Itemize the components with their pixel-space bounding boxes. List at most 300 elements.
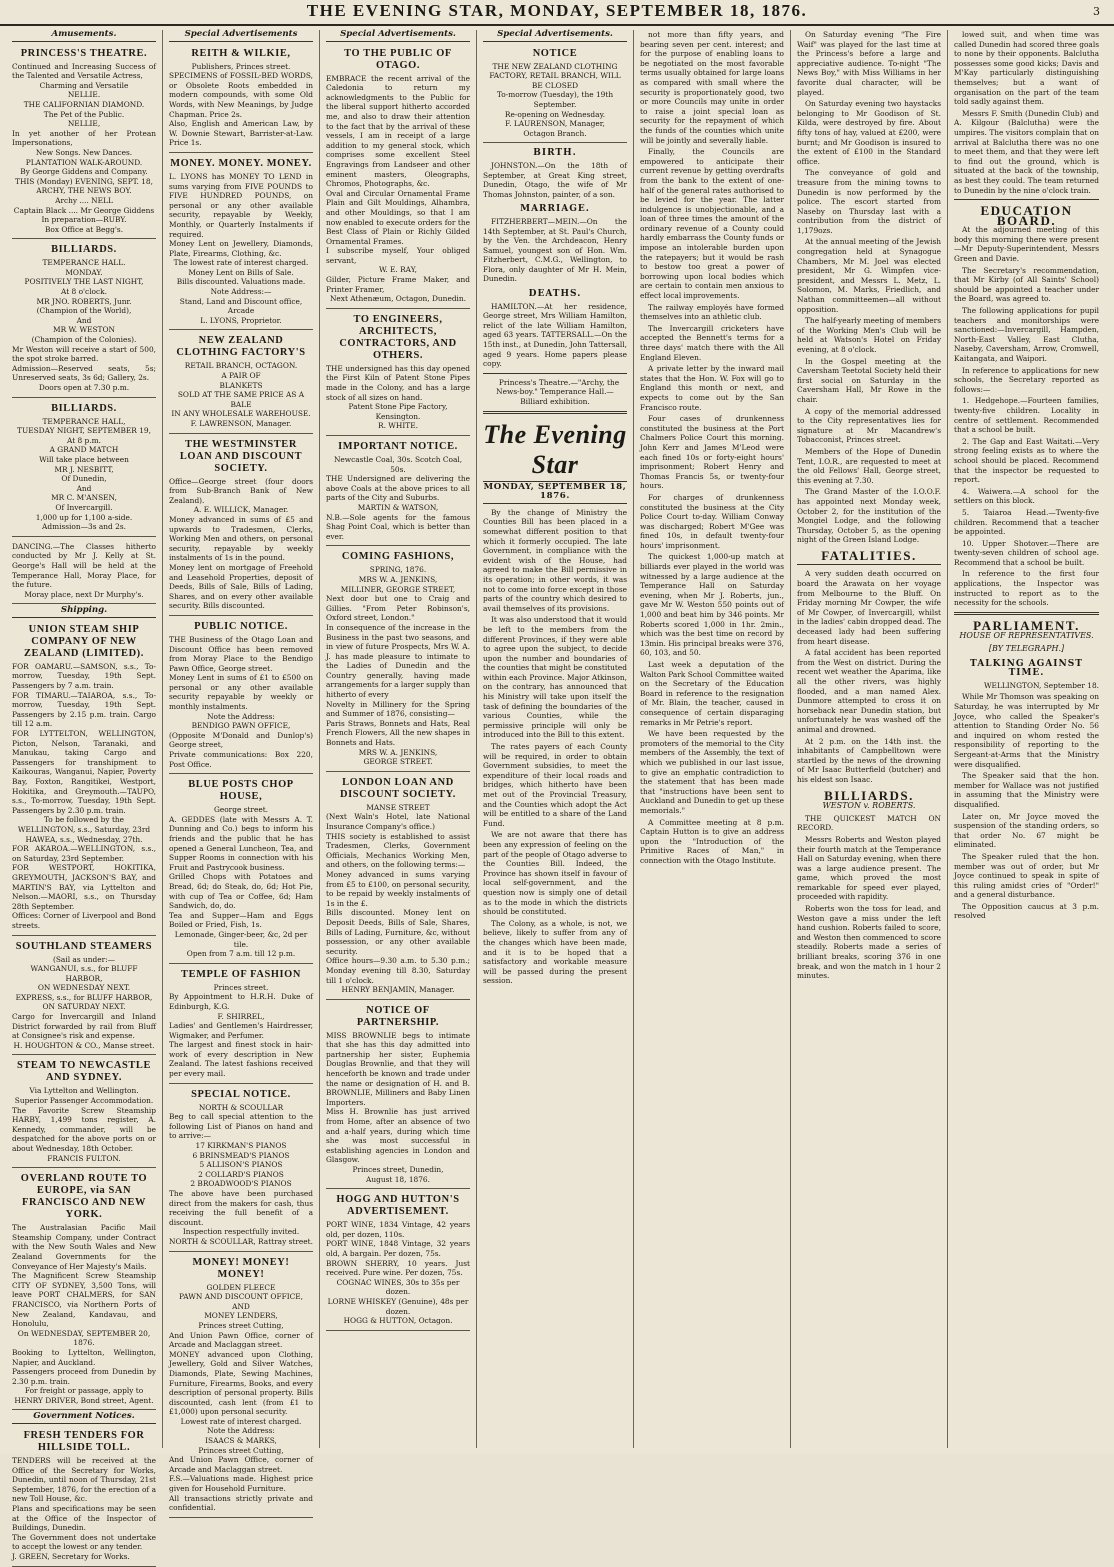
paragraph: 2. The Gap and East Waitati.—Very strong feeling exists as to where the school should be placed. Recommend that the inspector be requested to report. [954, 436, 1099, 485]
ad-line: SOLD AT THE SAME PRICE AS A [177, 390, 305, 400]
paragraph: The rates payers of each County will be required, in order to obtain Government subsidies, to meet the expenditure of their local roads and bridges, which hitherto have been met out of the Provincial Treasury, and the Counties which adopt the Act will be entitled to a share of the Land Fund. [483, 742, 627, 828]
column-2 [163, 29, 320, 1513]
paragraph: A fatal accident has been reported from the West on district. During the recent wet weather the Aparima, like all the other rivers, was highly flooded, and a man named Alex. Dunmore attempted to cross it on horseback near Dunedin station, but unfortunately he was washed off the animal and drowned. [797, 648, 941, 734]
section-head-special: Special Advertisements. [483, 30, 627, 42]
dateline: MONDAY, SEPTEMBER 18, 1876. [483, 481, 627, 504]
ad-title: TO ENGINEERS, ARCHITECTS, CONTRACTORS, AND OTHERS. [339, 313, 457, 361]
ad-line: On WEDNESDAY, SEPTEMBER 20, 1876. [17, 1328, 151, 1348]
column-3 [320, 30, 477, 1448]
ad-line: MILLINER, GEORGE STREET, [340, 584, 456, 594]
ad-line: Tea and Supper—Ham and Eggs Boiled or Fried, Fish, 1s. [169, 910, 313, 930]
parliament-story [954, 692, 1099, 921]
ad-line: THIS society is established to assist Tradesmen, Clerks, Government Officials, Mechanics Working Men, and others, on the following terms:— [326, 831, 470, 870]
special-ads [326, 45, 470, 1331]
ad-line: ON SATURDAY NEXT. [42, 1002, 126, 1012]
ad-line: 1,000 up for 1,100 a-side. [35, 512, 133, 522]
masthead [0, 0, 1114, 26]
advertisement [12, 241, 156, 397]
ad-line: A. E. WILLICK, Manager. [193, 505, 289, 515]
ad-line: ISAACS & MARKS, [205, 1436, 277, 1446]
paragraph: Plans and specifications may be seen at the Office of the Inspector of Buildings, Dunedin. [12, 1504, 156, 1533]
ad-line: H. HOUGHTON & CO., Manse street. [13, 1040, 155, 1050]
ad-title: SPECIAL NOTICE. [191, 1088, 291, 1100]
ad-line: HENRY DRIVER, Bond street, Agent. [14, 1395, 154, 1405]
ad-title: MONEY. MONEY. MONEY. [170, 157, 312, 169]
advertisement [169, 155, 313, 331]
ad-title: PRINCESS'S THEATRE. [20, 47, 148, 59]
ad-line: MONEY advanced upon Clothing, Jewellery, Gold and Silver Watches, Diamonds, Plate, Sewing Machines, Furniture, Firearms, Books, and every description of personal property. Bills discounted, cash lent (from £1 to £1,000) upon personal security. [169, 1349, 313, 1417]
ad-line: 5 ALLISON'S PIANOS [199, 1160, 283, 1170]
section-head-shipping: Shipping. [12, 606, 156, 618]
divider [954, 199, 1099, 200]
birth-head: BIRTH. [533, 148, 577, 159]
ad-line: Charming and Versatile [39, 80, 129, 90]
ad-line: To be followed by the [43, 815, 125, 825]
paragraph: The Colony, as a whole, is not, we believe, likely to suffer from any of the changes which have been made, and it is to be hoped that a satisfactory and workable measure will be passed during the present session. [483, 918, 627, 986]
paragraph: We are not aware that there has been any expression of feeling on the part of the people of Otago adverse to the Counties Bill. Indeed, the Province has shown itself in favour of local self-government, and the question now is simply one of detail as to the mode in which the districts should be constituted. [483, 830, 627, 917]
ad-title: COMING FASHIONS, [341, 551, 455, 563]
ad-line: Open from 7 a.m. till 12 p.m. [186, 949, 296, 959]
ad-line: GOLDEN FLEECE [206, 1282, 276, 1292]
ad-line: DANCING.—The Classes hitherto conducted by Mr J. Kelly at St. George's Hall will be held at the Temperance Hall, Moray Place, for the future. [12, 541, 156, 590]
ad-line: Archy .... NELL [55, 195, 113, 205]
paragraph: A very sudden death occurred on board the Arawata on her voyage from Melbourne to the Bluff. On Friday morning Mr Cowper, the wife of Mr Cowper, of Invercargill, whilst in the ladies' cabin dropped dead. The deceased lady had been suffering from heart disease. [797, 569, 941, 646]
paragraph: A copy of the memorial addressed to the City representatives lies for signature at Mr Macandrew's Tobacconist, Princes street. [797, 406, 941, 445]
ad-line: Money advanced in sums varying from £5 to £100, on personal security, to be repaid by weekly instalments of 1s in the £. [326, 869, 470, 908]
section-head-government: Government Notices. [12, 1412, 156, 1424]
ad-line: Princes street Cutting, [198, 1445, 284, 1455]
ad-line: By Appointment to H.R.H. Duke of Edinburgh, K.G. [169, 992, 313, 1011]
paragraph: Members of the Hope of Dunedin Tent, I.O.R., are requested to meet at the old Fellows' Hall, George street, this evening at 7.30. [797, 446, 941, 485]
closing-notice [483, 45, 627, 144]
marriage-notice: FITZHERBERT—MEIN.—On the 14th September, at St. Paul's Church, by the Ven. the Archdeacon, Henry Samuel, youngest son of Hon. Wm. Fitzherbert, C.M.G., Wellington, to Flora, only daughter of Mr H. Mein, Dunedin. [483, 216, 627, 284]
paragraph: In reference to the first four applications, the Inspector was instructed to report as to the necessity for the schools. [954, 569, 1099, 608]
ad-line: 2 COLLARD'S PIANOS [198, 1169, 284, 1179]
ad-line: George street. [213, 805, 269, 815]
ad-line: F.S.—Valuations made. Highest price given for Household Furniture. [169, 1474, 313, 1494]
paragraph: Octagon Branch. [523, 128, 587, 138]
billiards-subhead: WESTON v. ROBERTS. [822, 801, 916, 811]
ad-line: Superior Passenger Accommodation. [14, 1096, 154, 1106]
special-ads [169, 45, 313, 1518]
paragraph: The Secretary's recommendation, that Mr Kirby (of All Saints' School) should be appointed a teacher under the Board, was agreed to. [954, 265, 1099, 304]
ad-line: SPRING, 1876. [369, 565, 427, 575]
ad-body [483, 62, 627, 139]
ad-line: PAWN AND DISCOUNT OFFICE, [178, 1292, 304, 1302]
ad-line: The largest and finest stock in hair-work of every description in New Zealand. The latest fashions received per every mail. [169, 1040, 313, 1079]
ad-line: In preparation—RUBY. [41, 215, 127, 225]
paragraph: The following applications for pupil teachers and monitorships were sanctioned:—Invercargill, Hampden, North-East Valley, East Clutha, Naseby, Caversham, Arrow, Cromwell, Kaitangata, and Waipori. [954, 306, 1099, 363]
news-paragraphs [797, 30, 941, 545]
ad-line: BALE [230, 399, 252, 409]
ad-line: ARCHY, THE NEWS BOY. [36, 186, 132, 196]
ad-line: Gilder, Picture Frame Maker, and Printer Framer, [326, 275, 470, 294]
ad-line: NELLIE, [67, 119, 101, 129]
ad-line: Note the Address: [207, 711, 275, 721]
advertisement [169, 618, 313, 774]
government-notice [12, 1427, 156, 1567]
ad-line: Grilled Chops with Potatoes and Bread, 6d; do Steak, do, 6d; Hot Pie, with cup of Tea or Coffee, 6d; Ham Sandwich, do, do. [169, 872, 313, 911]
ad-line: Via Lyttelton and Wellington. [29, 1086, 139, 1096]
ad-line: New Songs. New Dances. [35, 147, 133, 157]
deaths-head: DEATHS. [528, 289, 582, 300]
advertisement [12, 1057, 156, 1168]
ad-body [12, 1456, 156, 1562]
ad-line: I subscribe myself, Your obliged servant, [326, 246, 470, 265]
ad-line: WELLINGTON, s.s., Saturday, 23rd [17, 824, 151, 834]
advertisement [326, 438, 470, 546]
advertisement [169, 45, 313, 153]
paragraph: THE QUICKEST MATCH ON RECORD. [797, 813, 941, 833]
ad-line: F. LAWRENSON, Manager. [190, 419, 292, 428]
ad-line: Moray place, next Dr Murphy's. [24, 589, 144, 599]
ad-line: (Champion of the Colonies). [31, 335, 137, 345]
parliament-dateline: WELLINGTON, September 18. [983, 680, 1099, 690]
ad-title: BLUE POSTS CHOP HOUSE, [188, 779, 294, 803]
paragraph: The half-yearly meeting of members of the Working Men's Club will be held at Watson's Hotel on Friday evening, at 8 o'clock. [797, 316, 941, 354]
ad-line: L. LYONS, Proprietor. [200, 315, 282, 325]
ad-line: The Favorite Screw Steamship HARBY, 1,499 tons register, A. Kennedy, commander, will be despatched for the above ports on or about Wednesday, 18th October. [12, 1105, 156, 1153]
ad-line: MRS W. A. JENKINS, [358, 574, 438, 584]
paragraph: A private letter by the inward mail states that the Hon. W. Fox will go to England this month or next, and expects to come out by the San Francisco route. [640, 364, 784, 412]
paragraph: 5. Taiaroa Head.—Twenty-five children. Recommend that a teacher be appointed. [954, 507, 1099, 537]
ad-line: HAWEA, s.s., Wednesday, 27th. [25, 834, 143, 844]
ad-line: MANSE STREET [366, 802, 430, 812]
section-head-special: Special Advertisements. [326, 30, 470, 42]
ad-line: BENDIGO PAWN OFFICE, [191, 721, 291, 731]
ad-line: THIS (Monday) EVENING, SEPT. 18, [15, 176, 153, 186]
ad-line: MR W. WESTON [53, 325, 115, 335]
ad-line: SPECIMENS of FOSSIL-BED WORDS, or Obsolete Roots embedded in modern compounds, with some Old Words, with New Meanings, by Judge Chapman. Price 2s. [169, 71, 313, 119]
ad-line: PORT WINE, 1848 Vintage, 32 years old, A bargain. Per dozen, 75s. [326, 1239, 470, 1258]
ad-line: (Sail as under:— [52, 954, 116, 964]
ad-line: Note the Address: [207, 1426, 275, 1436]
ad-line: L. LYONS has MONEY TO LEND in sums varying from FIVE POUNDS to FIVE HUNDRED POUNDS, on personal or any other available security, repayable by Weekly, Monthly, or Quarterly Instalments if required. [169, 171, 313, 239]
ad-line: In consequence of the increase in the Business in the past two seasons, and in view of future Prospects, Mrs W. A. J. has made pleasure to intimate to the Ladies of Dunedin and the Country generally, having made arrangements for a larger supply than hitherto of every [326, 622, 470, 700]
ad-line: THE Business of the Otago Loan and Discount Office has been removed from Moray Place to the Bendigo Pawn Office, George street. [169, 634, 313, 673]
divider [797, 564, 941, 565]
advertisement [12, 938, 156, 1056]
ad-line: The Australasian Pacific Mail Steamship Company, under Contract with the New South Wales and New Zealand Governments for the Conveyance of Her Majesty's Mails. [12, 1223, 156, 1271]
ad-line: THE Undersigned are delivering the above Coals at the above prices to all parts of the City and Suburbs. [326, 474, 470, 503]
paragraph: Last week a deputation of the Walton Park School Committee waited on the Secretary of the Education Board in reference to the resignation of Mr. Blain, the teacher, caused in consequence of certain disparaging remarks in Mr Petrie's report. [640, 660, 784, 727]
amusements-summary: Princess's Theatre.—"Archy, the News-boy." Temperance Hall.—Billiard exhibition. [496, 377, 620, 406]
ad-title: SOUTHLAND STEAMERS [15, 940, 153, 952]
advertisement [169, 776, 313, 964]
paragraph: While Mr Thomson was speaking on Saturday, he was interrupted by Mr Joyce, who called the Speaker's attention to Standing Order No. 56 and inquired on whom rested the responsibility of reporting to the Sergeant-at-Arms that the Ministry were disqualified. [954, 692, 1099, 769]
ad-line: EXPRESS, s.s., for BLUFF HARBOR, [15, 992, 153, 1002]
ad-line: Money lent on mortgage of Freehold and Leasehold Properties, deposit of Deeds, Bills of Sale, Bills of Lading, Shares, and on every other available security. Bills discounted. [169, 562, 313, 611]
ad-line: Princes street, Dunedin, [352, 1165, 444, 1174]
paragraph: 1. Hedgehope.—Fourteen families, twenty-five children. Locality in centre of settlement. Recommended that a school be built. [954, 396, 1099, 435]
section-head-special: Special Advertisements [169, 30, 313, 42]
advertisement [12, 400, 156, 537]
ad-line: MONEY LENDERS, [204, 1311, 278, 1321]
ad-line: HENRY BENJAMIN, Manager. [341, 985, 455, 995]
ad-line: Money Lent on Bills of Sale. [188, 267, 294, 277]
education-board-story [954, 225, 1099, 608]
parliament-subhead: HOUSE OF REPRESENTATIVES. [959, 631, 1094, 641]
ad-line: Office—George street (four doors from Sub-Branch Bank of New Zealand). [169, 476, 313, 505]
ad-line: Princes street. [213, 982, 269, 992]
ad-line: NELLIE. [67, 90, 101, 100]
ad-line: MR C. M'ANSEN, [51, 493, 117, 503]
paragraph: The conveyance of gold and treasure from the mining towns to Dunedin is now performed by the police. The escort started from Naseby on Thursday last with a contribution from the district of 1,179ozs. [797, 168, 941, 235]
ad-line: NORTH & SCOULLAR [198, 1102, 284, 1112]
column-5 [634, 30, 791, 1448]
ad-line: FRANCIS FULTON. [47, 1153, 121, 1163]
ad-line: ON WEDNESDAY NEXT. [37, 983, 131, 993]
ad-line: IN ANY WHOLESALE WAREHOUSE. [171, 409, 311, 419]
paragraph: By the change of Ministry the Counties Bill has been placed in a somewhat different position to that which it formerly occupied. The late Government, in compliance with the evident wish of the House, had agreed to make the Bill permissive in its operation; in other words, it was not to come into force except in those parts of the country which desired to avail themselves of its provisions. [483, 507, 627, 613]
ad-line: A PAIR OF [221, 371, 261, 381]
ad-line: MARTIN & WATSON, [357, 502, 439, 512]
ad-line: PLANTATION WALK-AROUND. [25, 157, 143, 167]
billiards-head: BILLIARDS. [824, 787, 914, 803]
ad-line: Patent Stone Pipe Factory, Kensington. [348, 402, 448, 421]
ad-line: Stand, Land and Discount office, Arcade [179, 296, 303, 316]
ad-line: Lemonade, Ginger-beer, &c, 2d per tile. [174, 929, 308, 949]
column-1 [6, 29, 163, 1561]
ad-line: Beg to call special attention to the following List of Pianos on hand and to arrive:— [169, 1112, 313, 1141]
ad-line: Of Invercargill. [55, 502, 113, 512]
advertisement [169, 966, 313, 1084]
ad-line: Next Athenæum, Octagon, Dunedin. [329, 294, 467, 304]
ad-line: A GRAND MATCH [49, 445, 119, 455]
advertisement [326, 774, 470, 1000]
paragraph: On Saturday evening two haystacks belonging to Mr Goodison of St. Kilda, were destroyed by fire. About fifty tons of hay, valued at £200, were burnt; and Mr Goodison is insured to the extent of £100 in the Standard office. [797, 99, 941, 166]
fatalities-story [797, 569, 941, 784]
ad-line: POSITIVELY THE LAST NIGHT, [24, 277, 144, 287]
ad-line: WANGANUI, s.s., for BLUFF HARBOR, [30, 964, 138, 983]
ad-line: MISS BROWNLIE begs to intimate that she has this day admitted into partnership her sister, Euphemia Douglas Brownlie, and that they will henceforth be known and trade under the name or designation of H. and B. BROWNLIE, Milliners and Baby Linen Importers. [326, 1030, 470, 1107]
ad-line: W. E. RAY, [379, 265, 417, 275]
fatalities-head: FATALITIES. [821, 547, 917, 563]
paragraph: The Speaker said that the hon. member for Wallace was not justified in assuming that the Ministry were disqualified. [954, 771, 1099, 809]
paragraph: We have been requested by the promoters of the memorial to the City members of the Assembly, the text of which we published in our last issue, to give an emphatic contradiction to the statement that has been made that "instructions have been sent to Auckland and Dunedin to get up these memorials." [640, 729, 784, 815]
ad-line: RETAIL BRANCH, OCTAGON. [184, 361, 298, 371]
advertisement [326, 1191, 470, 1331]
ad-line: PORT WINE, 1834 Vintage, 42 years old, per dozen, 110s. [326, 1220, 470, 1239]
ad-line: Bills discounted. Valuations made. [176, 277, 306, 287]
ad-line: THE CALIFORNIAN DIAMOND. [23, 99, 145, 109]
ad-line: The lowest rate of interest charged. [173, 258, 309, 268]
ad-title: OVERLAND ROUTE TO EUROPE, via SAN FRANCISCO AND NEW YORK. [20, 1173, 148, 1221]
ad-title: UNION STEAM SHIP COMPANY OF NEW ZEALAND (LIMITED). [24, 623, 144, 659]
ad-line: TEMPERANCE HALL, [42, 416, 126, 426]
ad-line: FOR TIMARU.—TAIAROA, s.s., To-morrow, Tuesday, 19th Sept. Passengers by 2.15 p.m. train. Cargo till 12 a.m. [12, 690, 156, 729]
ad-line: Oval and Circular Ornamental Frame Plain and Gilt Mouldings, Alhambra, and other Mouldings, so that I am now enabled to execute orders for the Best Class of Plain or Richly Gilded Ornamental Frames. [326, 188, 470, 246]
paragraph: A Committee meeting at 8 p.m. Captain Hutton is to give an address upon the "Introduction of the Primitive Races of Man," in connection with the Otago Institute. [640, 817, 784, 865]
paragraph: THE NEW ZEALAND CLOTHING FACTORY, RETAIL BRANCH, WILL BE CLOSED [489, 61, 621, 90]
paragraph: 10. Upper Shotover.—There are twenty-seven children of school age. Recommend that a school be built. [954, 538, 1099, 567]
parliament-head: PARLIAMENT. [973, 617, 1080, 633]
ad-line: 6 BRINSMEAD'S PIANOS [192, 1150, 290, 1160]
ad-line: 2 BROADWOOD'S PIANOS [190, 1179, 292, 1189]
paragraph: The railway employés have formed themselves into an athletic club. [640, 302, 784, 322]
ad-line: MR J. NESBITT, [54, 464, 114, 474]
ad-title: NOTICE [532, 47, 578, 59]
paragraph: not more than fifty years, and bearing seven per cent. interest; and for the purpose of enabling loans to be negotiated on the most favorable terms usually obtained for large loans as compared with small where the security is proportionately good, two or more Councils may unite in order to raise a joint special loan as security for the repayment of which the funds of the counties which unite will be jointly and severally liable. [640, 30, 784, 145]
divider [483, 373, 627, 374]
ad-title: STEAM TO NEWCASTLE AND SYDNEY. [17, 1060, 151, 1084]
advertisement [169, 436, 313, 616]
ad-line: Note Address:— [210, 287, 272, 297]
ad-title: TO THE PUBLIC OF OTAGO. [344, 47, 452, 71]
paragraph: Messrs F. Smith (Dunedin Club) and A. Kilgour (Balclutha) were the umpires. The visitors complain that on arrival at Balclutha there was no one to meet them, and that they were left to find out the ground, which is situated at the back of the township, as best they could. The team returned to Dunedin by the nine o'clock train. [954, 108, 1099, 195]
paragraph: TENDERS will be received at the Office of the Secretary for Works, Dunedin, until noon of Thursday, 21st September, 1876, for the erection of a new Toll House, &c. [12, 1456, 156, 1504]
ad-line: And [76, 483, 92, 493]
ad-line: (Next Waln's Hotel, late National Insurance Company's office.) [326, 812, 470, 831]
ad-line: Money advanced in sums of £5 and upwards to Tradesmen, Clerks, Working Men and others, on personal security, repayable by weekly instalments of 1s in the pound. [169, 514, 313, 563]
ad-line: Private communications: Box 220, Post Office. [169, 750, 313, 769]
ad-line: The Magnificent Screw Steamship CITY OF SYDNEY, 3,500 Tons, will leave PORT CHALMERS, for SAN FRANCISCO, via Northern Ports of New Zealand, Kandavau, and Honolulu, [12, 1271, 156, 1329]
column-7 [948, 30, 1105, 1448]
paragraph: Re-opening on Wednesday. [504, 109, 606, 119]
ad-line: Paris Straws, Bonnets and Hats, Real French Flowers, All the new shapes in Bonnets and Hats. [326, 718, 470, 748]
ad-line: Newcastle Coal, 30s. Scotch Coal, 50s. [333, 455, 463, 474]
advertisement [12, 45, 156, 240]
ad-line: Offices: Corner of Liverpool and Bond streets. [12, 911, 156, 930]
billiards-story [797, 814, 941, 981]
ad-line: EMBRACE the recent arrival of the Caledonia to return my acknowledgments to the Public for the liberal support hitherto accorded me, and also to draw their attention to the fact that by the arrival of these vessels, I am in receipt of a large addition to my general stock, which comprises some excellent Steel Engravings from Landseer and other eminent masters, Oleographs, Chromos, Photographs, &c. [326, 73, 470, 189]
ad-line: And [76, 315, 92, 325]
ad-title: HOGG AND HUTTON'S ADVERTISEMENT. [336, 1194, 460, 1218]
paragraph: J. GREEN, Secretary for Works. [12, 1552, 130, 1561]
ad-line: LORNE WHISKEY (Genuine), 48s per dozen. [327, 1296, 469, 1316]
paragraph: F. LAURENSON, Manager, [505, 119, 605, 129]
amusement-ads [12, 45, 156, 605]
advertisement [169, 1086, 313, 1252]
ad-line: FOR AKAROA.—WELLINGTON, s.s., on Saturday, 23rd September. [12, 844, 156, 863]
page-number: 3 [1093, 5, 1100, 18]
ad-line: R. WHITE. [378, 421, 418, 431]
paragraph: The quickest 1,000-up match at billiards ever played in the world was witnessed by a large audience at the Temperance Hall on Saturday evening, when Mr J. Roberts, jun., gave Mr W. Weston 550 points out of 1,000 and beat him by 346 points. Mr Roberts scored 1,000 in 1hr. 2min., which was the best time on record by 13min. His principal breaks were 376, 60, 103, and 50. [640, 552, 785, 658]
ad-title: NEW ZEALAND CLOTHING FACTORY'S [176, 335, 306, 359]
ad-line: A. GEDDES (late with Messrs A. T. Dunning and Co.) begs to inform his friends and the public that he has opened a General Luncheon, Tea, and Supper Rooms in connection with his Fruit and Pastrycook business. [169, 814, 313, 872]
advertisement [326, 311, 470, 436]
ad-line: Money Lent on Jewellery, Diamonds, Plate, Firearms, Clothing, &c. [169, 239, 313, 258]
advertisement [12, 1170, 156, 1410]
newspaper-nameplate: The Evening Star [483, 419, 627, 479]
ad-line: THE undersigned has this day opened the First Kiln of Patent Stone Pipes made in the Colony, and has a large stock of all sizes on hand. [326, 363, 470, 402]
parliament-topic: TALKING AGAINST TIME. [970, 658, 1083, 679]
advertisement [169, 1254, 313, 1518]
advertisement [326, 548, 470, 771]
ad-title: BILLIARDS. [51, 244, 117, 256]
paragraph: The Invercargill cricketers have accepted the Bennett's terms for a three days' match there with the All England Eleven. [640, 323, 784, 362]
ad-line: Novelty in Millinery for the Spring and Summer of 1876, consisting— [326, 699, 470, 719]
ad-line: 17 KIRKMAN'S PIANOS [195, 1141, 287, 1151]
ad-line: Continued and Increasing Success of the Talented and Versatile Actress, [12, 61, 156, 81]
ad-title: PUBLIC NOTICE. [194, 620, 288, 632]
paragraph: In the Gospel meeting at the Caversham Teetotal Society held their first social on Saturday in the Caversham Hall, Mr Rowe in the chair. [797, 356, 941, 404]
column-6 [791, 30, 948, 1448]
ad-line: And Union Pawn Office, corner of Arcade and Maclaggan street. [169, 1455, 313, 1474]
ad-title: LONDON LOAN AND DISCOUNT SOCIETY. [340, 776, 456, 800]
deaths-notice: HAMILTON.—At her residence, George street, Mrs William Hamilton, relict of the late William Hamilton, aged 63 years. TATTERSALL.—On the 15th inst., at Dunedin, John Tattersall, aged 9 years. Home papers please copy. [483, 301, 627, 369]
paragraph: At the annual meeting of the Jewish congregation held at Synagogue Chambers, Mr M. Joel was elected president, Mr G. Wimpfen vice-president, and Messrs L. Metz, L. Solomon, M. Marks, Friedlich, and Nathan committeemen—all without opposition. [797, 237, 941, 314]
ad-line: FOR OAMARU.—SAMSON, s.s., To-morrow, Tuesday, 19th Sept. Passengers by 7 a.m. train. [12, 661, 156, 691]
leading-article [483, 508, 627, 986]
ad-line: Money Lent in sums of £1 to £500 on personal or any other available security repayable by weekly or monthly instalments. [169, 673, 313, 712]
paragraph: On Saturday evening "The Fire Waif" was played for the last time at the Princess's before a large and appreciative audience. To-night "The News Boy," with Miss Williams in her favorite dual character, will be played. [797, 30, 941, 97]
ad-line: HOGG & HUTTON, Octagon. [343, 1316, 453, 1326]
ad-line: Office hours—9.30 a.m. to 5.30 p.m.; Monday evening till 8.30, Saturday till 1 o'clock. [326, 956, 470, 985]
ad-line: TEMPERANCE HALL. [42, 258, 126, 268]
ad-line: Ladies' and Gentlemen's Hairdresser, Wigmaker, and Perfumer. [169, 1021, 313, 1040]
paragraph: The Government does not undertake to accept the lowest or any tender. [12, 1532, 156, 1552]
ad-line: August 18, 1876. [366, 1174, 430, 1184]
advertisement [326, 45, 470, 309]
ad-line: Bills discounted. Money lent on Deposit Deeds, Bills of Sale, Shares, Bills of Lading, Furniture, &c, without possession, or any other available security. [326, 908, 470, 956]
paragraph: The Opposition caucus at 3 p.m. resolved [954, 901, 1099, 921]
ad-line: COGNAC WINES, 30s to 35s per dozen. [336, 1277, 460, 1297]
education-board-head: EDUCATION BOARD. [980, 203, 1073, 228]
ad-line: Publishers, Princes street. [191, 61, 291, 71]
ad-line: MRS W. A. JENKINS, [358, 747, 438, 757]
paragraph: For charges of drunkenness constituted the business at the City Police Court to-day. William Conway was discharged; Robert M'Gee was fined 10s, in default twenty-four hours' imprisonment. [640, 492, 784, 550]
news-paragraphs [640, 30, 784, 865]
paragraph: At the adjourned meeting of this body this morning there were present—Mr Deputy-Superintendent, Messrs Green and Davie. [954, 225, 1099, 264]
paragraph: It was also understood that it would be left to the members from the different Provinces, if they were able to agree upon the subject, to decide upon the number and boundaries of the counties that might be constituted within each Province. Major Atkinson, on the contrary, has announced that his Ministry will take upon itself the task of defining the boundaries of the various Counties, while the permissive principle will only be introduced into the Bill to this extent. [483, 615, 627, 740]
paragraph: At 2 p.m. on the 14th inst. the inhabitants of Campbelltown were startled by the news of the drowning of Mr Isaac Butterfield (butcher) and his eldest son Isaac. [797, 736, 941, 784]
advertisement [12, 621, 156, 936]
ad-line: MONDAY. [65, 267, 103, 277]
ad-line: N.B.—Sole agents for the famous Shag Point Coal, which is better than ever. [326, 512, 470, 541]
ad-line: Admission—Reserved seats, 5s; Unreserved seats, 3s 6d; Gallery, 2s. [12, 363, 156, 383]
ad-line: TUESDAY NIGHT, SEPTEMBER 19, [17, 426, 151, 436]
ad-line: (Champion of the World), [36, 306, 132, 316]
ad-line: All transactions strictly private and confidential. [169, 1493, 313, 1513]
ad-line: NORTH & SCOULLAR, Rattray street. [169, 1236, 313, 1246]
masthead-title: THE EVENING STAR, MONDAY, SEPTEMBER 18, 1876. [306, 1, 808, 20]
ad-line: Will take place between [39, 454, 129, 464]
ad-line: Cargo for Invercargill and Inland District forwarded by rail from Bluff at Consignee's risk and expense. [12, 1012, 156, 1041]
football-story [954, 30, 1099, 195]
ad-line: Passengers proceed from Dunedin by 2.30 p.m. train. [12, 1367, 156, 1386]
divider [483, 411, 627, 414]
divider [954, 612, 1099, 615]
ad-title: BILLIARDS. [51, 402, 117, 414]
shipping-ads [12, 621, 156, 1411]
ad-line: Box Office at Begg's. [44, 224, 124, 234]
telegraph-label: [BY TELEGRAPH.] [988, 644, 1065, 654]
ad-line: At 8 p.m. [66, 435, 101, 445]
ad-line: Also, English and American Law, by W. Downie Stewart, Barrister-at-Law. Price 1s. [169, 119, 313, 148]
advertisement [169, 332, 313, 433]
paragraph: The Speaker ruled that the hon. member was out of order, but Mr Joyce continued to speak in spite of this ruling amidst cries of "Order!" and a general disturbance. [954, 851, 1099, 900]
ad-line: (Opposite M'Donald and Dunlop's) George street, [169, 730, 313, 750]
paragraph: The Grand Master of the I.O.O.F. has appointed next Monday week, October 2, for the institution of the Mongiel Lodge, and the following Thursday, October 5, as the opening night of the Green Island Lodge. [797, 487, 941, 545]
paragraph: Finally, the Councils are empowered to anticipate their current revenue by getting overdrafts from the bank to the extent of one-half of the general rates authorised to be levied for the year. The latter indulgence is unobjectionable, and a loan of three times the amount of the ordinary revenue of a County could hardly embarrass the County funds or impose an intolerable burden upon the ratepayers; but it would be rash to bestow too great a power of borrowing upon local bodies which are certain to contain men anxious to effect local improvements. [640, 147, 784, 301]
ad-line: Princes street Cutting, [198, 1320, 284, 1330]
ad-line: At 8 o'clock. [61, 287, 107, 297]
advertisement [12, 539, 156, 605]
ad-title: FRESH TENDERS FOR HILLSIDE TOLL. [23, 1430, 145, 1454]
paragraph: Four cases of drunkenness constituted the business at the Port Chalmers Police Court this morning. John Kerr and James M'Leod were each fined 10s or forty-eight hours' imprisonment; Robert Henry and Thomas Francis 5s, or twenty-four hours. [640, 414, 784, 491]
ad-line: MR JNO. ROBERTS, Junr. [36, 296, 132, 306]
column-4 [477, 30, 634, 1448]
paragraph: To-morrow (Tuesday), the 19th September. [496, 90, 614, 109]
ad-line: Mr Weston will receive a start of 500, the spot stroke barred. [12, 344, 156, 364]
ad-line: Lowest rate of interest charged. [180, 1416, 302, 1426]
ad-line: FOR LYTTELTON, WELLINGTON, Picton, Nelson, Taranaki, and Manukau, taking Cargo and Passengers for transhipment to Kaikouras, Wanganui, Napier, Poverty Bay, Foxton, Rangitikei, Westport, Hokitika, and Greymouth.—TAUPO, s.s., To-morrow, Tuesday, 19th Sept. Passengers by 2.30 p.m. train. [12, 729, 156, 815]
ad-title: IMPORTANT NOTICE. [338, 441, 458, 452]
ad-line: By George Giddens and Company. [20, 167, 148, 177]
paragraph: Roberts won the toss for lead, and Weston gave a miss under the left hand cushion. Roberts failed to score, and Weston then commenced to score steadily. Roberts made a series of brilliant breaks, scoring 376 in one break, and won the match in 1 hour 2 minutes. [797, 904, 941, 981]
ad-line: The above have been purchased direct from the makers for cash, thus receiving the full benefit of a discount. [169, 1189, 313, 1227]
